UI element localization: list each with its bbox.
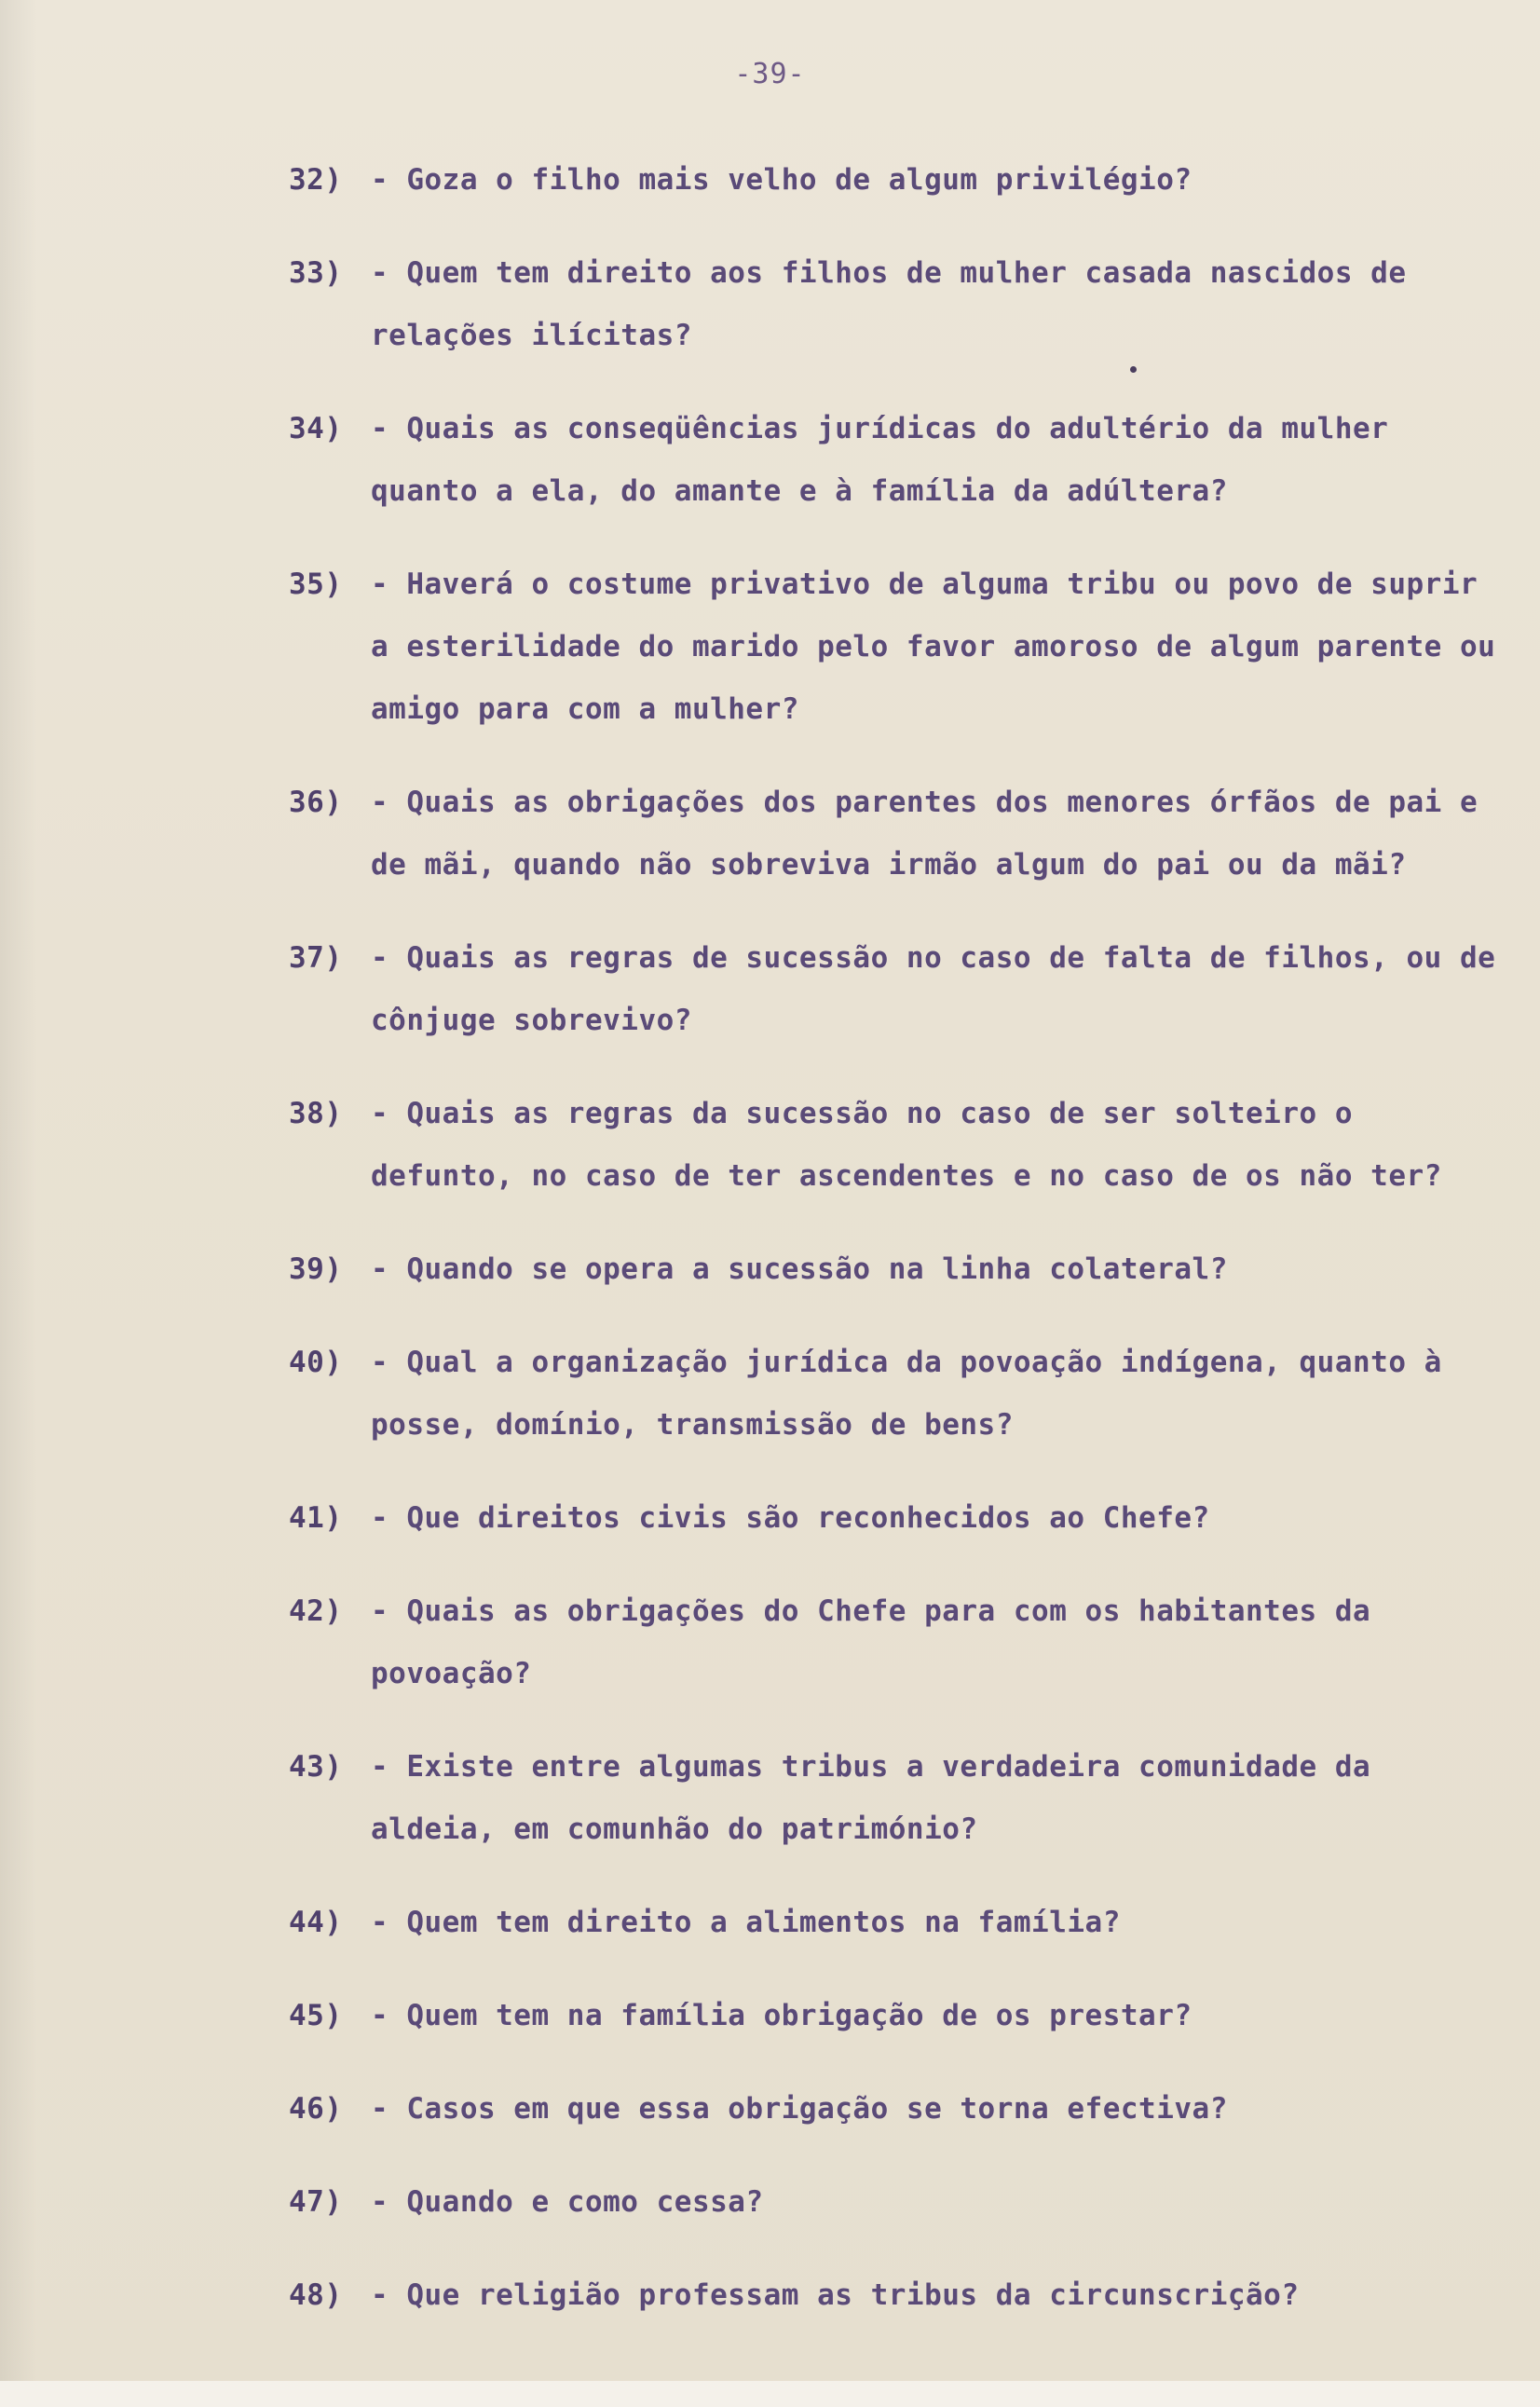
question-item <box>289 927 1500 1052</box>
question-number: 41) <box>289 1501 343 1535</box>
question-text: - Que direitos civis são reconhecidos ao Chefe? <box>371 1501 1210 1535</box>
question-text: - Haverá o costume privativo de alguma tribu ou povo de suprir a esterilidade do marido pelo favor amoroso de algum parente ou amigo para com a mulher? <box>371 568 1496 726</box>
question-item <box>289 1892 1500 1954</box>
question-text: - Goza o filho mais velho de algum privilégio? <box>371 163 1192 197</box>
question-number: 35) <box>289 568 343 601</box>
question-item <box>289 149 1500 212</box>
question-text: - Quais as obrigações dos parentes dos menores órfãos de pai e de mãi, quando não sobreviva irmão algum do pai ou da mãi? <box>371 786 1479 882</box>
question-text: - Quem tem direito aos filhos de mulher casada nascidos de relações ilícitas? <box>371 256 1407 352</box>
question-item <box>289 1083 1500 1208</box>
question-item <box>289 554 1500 741</box>
question-item <box>289 1985 1500 2047</box>
question-item <box>289 2171 1500 2234</box>
question-item <box>289 2078 1500 2140</box>
question-number: 42) <box>289 1594 343 1628</box>
question-number: 43) <box>289 1750 343 1784</box>
question-text: - Quais as conseqüências jurídicas do adultério da mulher quanto a ela, do amante e à família da adúltera? <box>371 412 1389 508</box>
question-text: - Quem tem direito a alimentos na família? <box>371 1906 1121 1939</box>
question-text: - Quando e como cessa? <box>371 2185 764 2219</box>
question-number: 33) <box>289 256 343 290</box>
question-text: - Que religião professam as tribus da circunscrição? <box>371 2278 1300 2312</box>
question-number: 48) <box>289 2278 343 2312</box>
question-text: - Quais as regras da sucessão no caso de ser solteiro o defunto, no caso de ter ascendentes e no caso de os não ter? <box>371 1097 1442 1193</box>
question-item <box>289 1580 1500 1705</box>
question-number: 34) <box>289 412 343 445</box>
scan-bottom-margin <box>0 2381 1540 2407</box>
question-item <box>289 1487 1500 1550</box>
question-text: - Qual a organização jurídica da povoação indígena, quanto à posse, domínio, transmissão de bens? <box>371 1346 1442 1442</box>
question-item <box>289 1238 1500 1301</box>
page-edge-shadow <box>0 0 37 2407</box>
question-text: - Quais as regras de sucessão no caso de falta de filhos, ou de cônjuge sobrevivo? <box>371 941 1496 1037</box>
question-text: - Quem tem na família obrigação de os prestar? <box>371 1999 1192 2032</box>
question-number: 37) <box>289 941 343 975</box>
question-item <box>289 2264 1500 2327</box>
question-number: 44) <box>289 1906 343 1939</box>
questionnaire-list <box>289 149 1500 2358</box>
question-number: 36) <box>289 786 343 819</box>
question-number: 39) <box>289 1252 343 1286</box>
question-number: 38) <box>289 1097 343 1130</box>
question-number: 46) <box>289 2092 343 2126</box>
question-number: 47) <box>289 2185 343 2219</box>
page-number: -39- <box>734 58 806 90</box>
question-item <box>289 242 1500 367</box>
question-number: 32) <box>289 163 343 197</box>
question-item <box>289 398 1500 523</box>
question-item <box>289 772 1500 896</box>
question-number: 45) <box>289 1999 343 2032</box>
question-item <box>289 1332 1500 1457</box>
question-text: - Existe entre algumas tribus a verdadeira comunidade da aldeia, em comunhão do património? <box>371 1750 1371 1846</box>
question-number: 40) <box>289 1346 343 1379</box>
question-item <box>289 1736 1500 1861</box>
question-text: - Quando se opera a sucessão na linha colateral? <box>371 1252 1228 1286</box>
question-text: - Casos em que essa obrigação se torna efectiva? <box>371 2092 1228 2126</box>
question-text: - Quais as obrigações do Chefe para com os habitantes da povoação? <box>371 1594 1371 1690</box>
